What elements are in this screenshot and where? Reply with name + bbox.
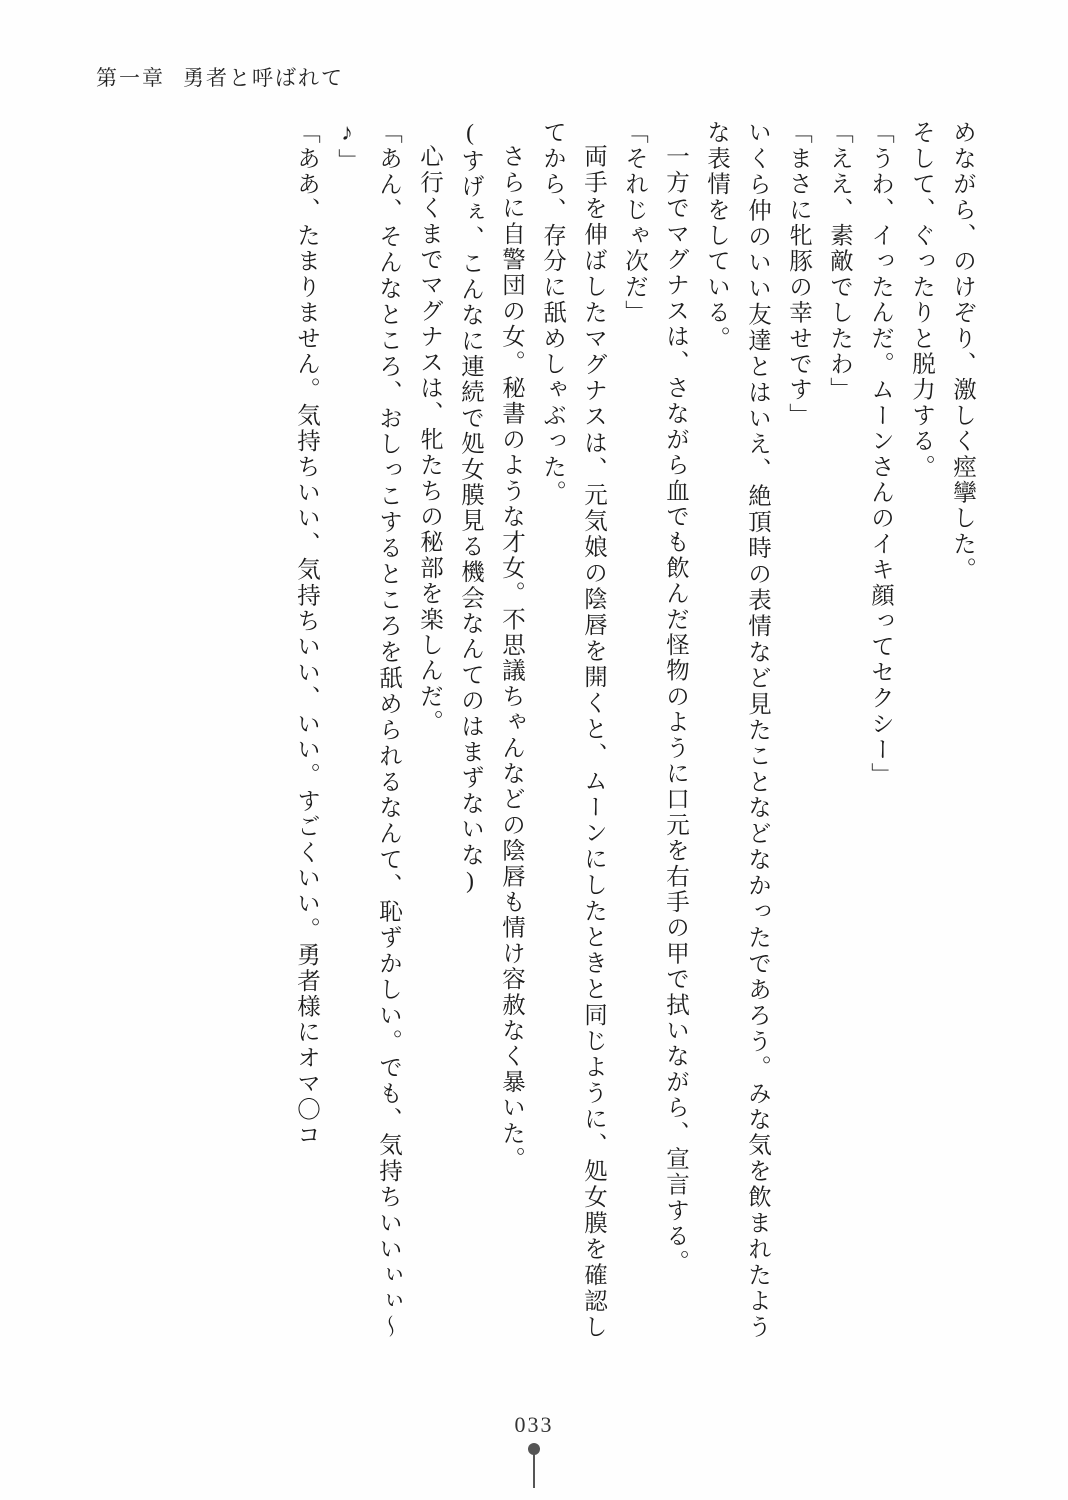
- paragraph: めながら、のけぞり、激しく痙攣した。: [949, 120, 975, 583]
- paragraph: 「まさに牝豚の幸せです」: [785, 120, 811, 429]
- paragraph: 両手を伸ばしたマグナスは、元気娘の陰唇を開くと、ムーンにしたときと同じように、処女膜を確認してから、存分に舐めしゃぶった。: [539, 120, 606, 1340]
- paragraph: 一方でマグナスは、さながら血でも飲んだ怪物のように口元を右手の甲で拭いながら、宣言する。: [662, 144, 688, 1275]
- body-text: [122, 120, 982, 1340]
- footer-decoration-icon: [533, 1452, 535, 1488]
- paragraph: 「ええ、素敵でしたわ」: [826, 120, 852, 403]
- paragraph: さらに自警団の女。秘書のような才女。不思議ちゃんなどの陰唇も情け容赦なく暴いた。: [498, 144, 524, 1172]
- paragraph: 「うわ、イったんだ。ムーンさんのイキ顔ってセクシー」: [867, 120, 893, 789]
- paragraph: 心行くまでマグナスは、牝たちの秘部を楽しんだ。: [416, 144, 442, 736]
- paragraph: そして、ぐったりと脱力する。: [908, 120, 934, 480]
- paragraph: 「あん、そんなところ、おしっこするところを舐められるなんて、恥ずかしい。でも、気持ちいいぃぃ～♪」: [334, 120, 401, 1340]
- paragraph: いくら仲のいい友達とはいえ、絶頂時の表情など見たことなどなかったであろう。みな気を飲まれたような表情をしている。: [703, 120, 770, 1340]
- chapter-title: 勇者と呼ばれて: [183, 66, 344, 90]
- page-header: [96, 62, 344, 92]
- page-number: 033: [514, 1412, 554, 1437]
- paragraph: 「それじゃ次だ」: [621, 120, 647, 326]
- paragraph: 「ああ、たまりません。気持ちいい、気持ちいい、いい。すごくいい。勇者様にオマ〇コ: [293, 120, 319, 1148]
- paragraph: (すげぇ、こんなに連続で処女膜見る機会なんてのはまずないな): [457, 120, 483, 896]
- chapter-number: 第一章: [96, 66, 165, 90]
